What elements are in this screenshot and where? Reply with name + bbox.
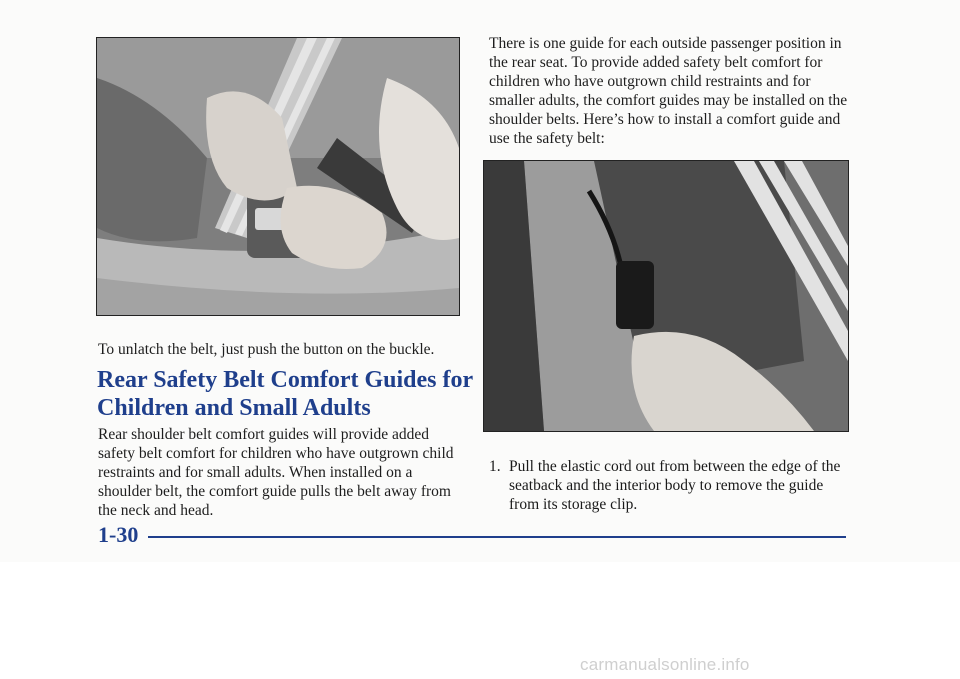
unlatch-caption: To unlatch the belt, just push the button on the buckle. [98,341,435,358]
intro-paragraph: There is one guide for each outside passenger position in the rear seat. To provide added safety belt comfort for children who have outgrown child restraints and for smaller adults, the comfort guides may be installed on the shoulder belts. Here’s how to install a comfort guide and use the safety belt: [489,35,848,147]
step-number: 1. [489,458,501,475]
heading-line-2: Children and Small Adults [97,395,371,421]
step-text: Pull the elastic cord out from between the edge of the seatback and the interior body to remove the guide from its storage clip. [509,458,841,513]
watermark: carmanualsonline.info [580,655,750,674]
buckle-unlatch-photo [96,37,460,316]
section-body: Rear shoulder belt comfort guides will provide added safety belt comfort for children who have outgrown child restraints and for small adults. When installed on a shoulder belt, the comfort guide pulls the belt away from the neck and head. [98,426,454,519]
page-number: 1-30 [98,522,139,547]
comfort-guide-photo [483,160,849,432]
footer-rule [148,536,846,538]
heading-line-1: Rear Safety Belt Comfort Guides for [97,367,474,393]
step-1 [489,457,849,514]
section-heading [97,366,477,422]
